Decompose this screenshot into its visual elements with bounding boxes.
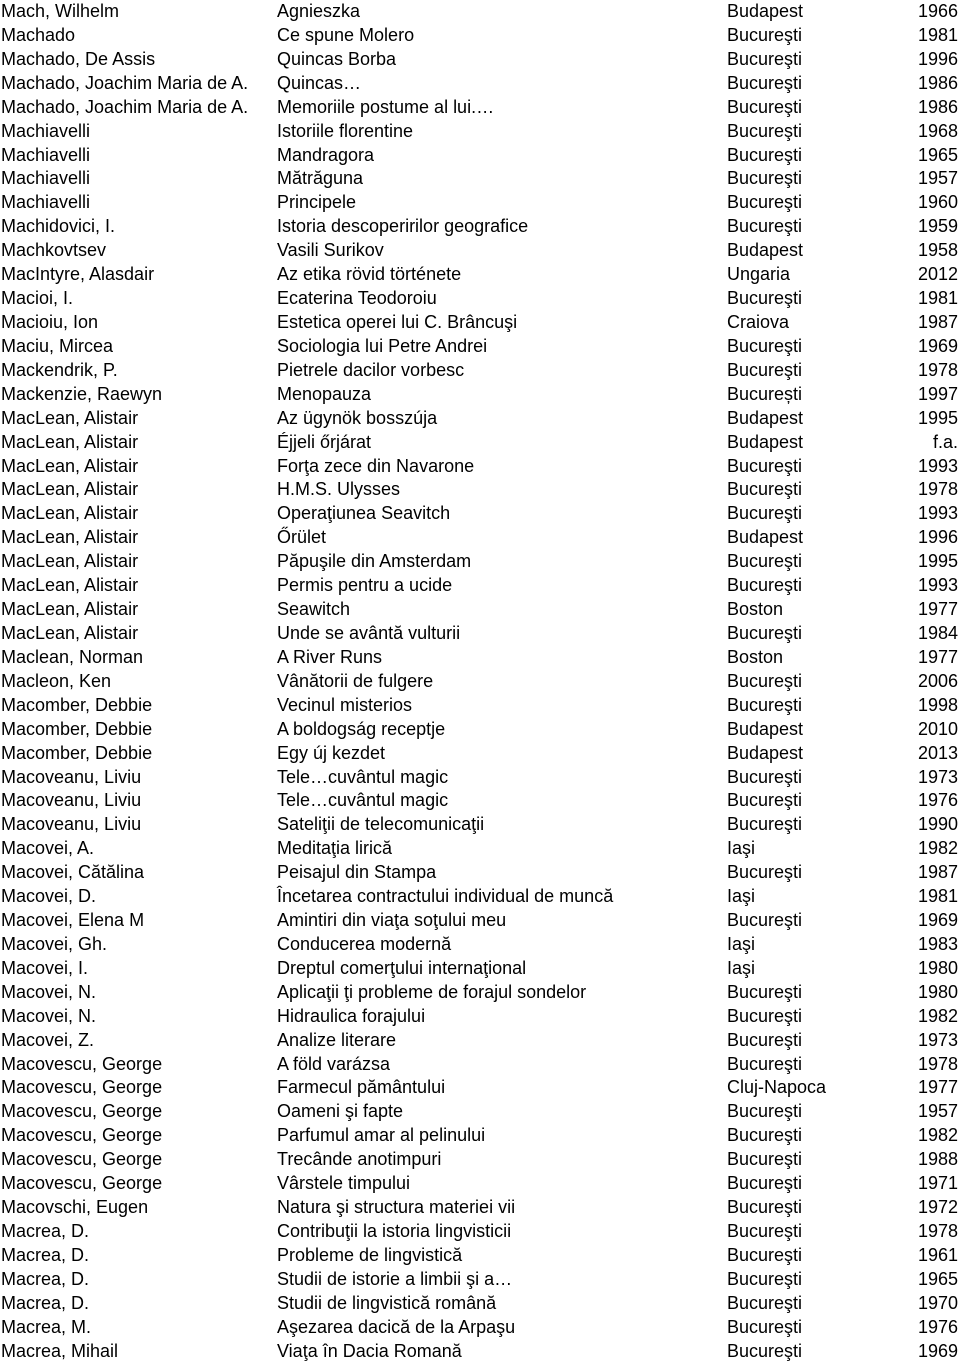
year-cell: 2010 — [917, 718, 958, 739]
author-cell: Macovescu, George — [1, 1077, 163, 1098]
title-cell: Az etika rövid története — [277, 264, 462, 285]
author-cell: Macovescu, George — [1, 1149, 163, 1170]
title-cell: Az ügynök bosszúja — [277, 407, 438, 428]
author-cell: Macovei, I. — [1, 957, 89, 978]
city-cell: Bucureşti — [727, 694, 803, 715]
author-cell: Machado, Joachim Maria de A. — [1, 72, 249, 93]
title-cell: Operaţiunea Seavitch — [277, 503, 451, 524]
author-cell: Macrea, M. — [1, 1316, 92, 1337]
city-cell: Iaşi — [727, 886, 756, 907]
year-cell: 1966 — [917, 1, 958, 21]
author-cell: MacLean, Alistair — [1, 431, 139, 452]
year-cell: 1965 — [917, 1268, 958, 1289]
year-cell: 2013 — [917, 742, 958, 763]
author-cell: Machiavelli — [1, 168, 91, 189]
year-cell: 1990 — [917, 814, 958, 835]
year-cell: 1959 — [917, 216, 958, 237]
city-cell: Bucureşti — [727, 622, 803, 643]
title-cell: Farmecul pământului — [277, 1077, 446, 1098]
year-cell: 1996 — [917, 48, 958, 69]
author-cell: Machiavelli — [1, 144, 91, 165]
author-cell: MacLean, Alistair — [1, 407, 139, 428]
title-cell: Natura şi structura materiei vii — [277, 1197, 516, 1218]
title-cell: Vecinul misterios — [277, 694, 413, 715]
city-cell: Craiova — [727, 311, 790, 332]
city-cell: Bucureşti — [727, 1316, 803, 1337]
city-cell: Bucureşti — [727, 670, 803, 691]
catalog-row — [0, 1053, 960, 1077]
city-cell: Budapest — [727, 1, 804, 21]
city-cell: Bucureşti — [727, 455, 803, 476]
author-cell: MacLean, Alistair — [1, 479, 139, 500]
catalog-row — [0, 144, 960, 168]
city-cell: Bucureşti — [727, 862, 803, 883]
city-cell: Bucureşti — [727, 1101, 803, 1122]
title-cell: Mătrăguna — [277, 168, 364, 189]
catalog-row — [0, 1316, 960, 1340]
author-cell: Macleon, Ken — [1, 670, 112, 691]
catalog-row — [0, 359, 960, 383]
catalog-row — [0, 311, 960, 335]
title-cell: Analize literare — [277, 1029, 397, 1050]
author-cell: MacLean, Alistair — [1, 455, 139, 476]
year-cell: 1973 — [917, 766, 958, 787]
year-cell: 2012 — [917, 264, 958, 285]
author-cell: Macovei, N. — [1, 1005, 97, 1026]
city-cell: Budapest — [727, 240, 804, 261]
catalog-row — [0, 167, 960, 191]
author-cell: Macomber, Debbie — [1, 742, 153, 763]
catalog-row — [0, 766, 960, 790]
city-cell: Bucureşti — [727, 96, 803, 117]
year-cell: 1993 — [917, 575, 958, 596]
author-cell: MacLean, Alistair — [1, 622, 139, 643]
author-cell: Maclean, Norman — [1, 646, 144, 667]
catalog-row — [0, 48, 960, 72]
catalog-row — [0, 1148, 960, 1172]
year-cell: 1969 — [917, 1340, 958, 1361]
author-cell: Macovescu, George — [1, 1053, 163, 1074]
catalog-row — [0, 981, 960, 1005]
catalog-row — [0, 957, 960, 981]
author-cell: MacIntyre, Alasdair — [1, 264, 155, 285]
year-cell: 1977 — [917, 1077, 958, 1098]
title-cell: Istoria descoperirilor geografice — [277, 216, 529, 237]
catalog-row — [0, 813, 960, 837]
catalog-row — [0, 1340, 960, 1364]
year-cell: 1986 — [917, 72, 958, 93]
title-cell: Meditaţia lirică — [277, 838, 393, 859]
title-cell: A boldogság receptje — [277, 718, 446, 739]
city-cell: Bucureşti — [727, 72, 803, 93]
author-cell: Macovescu, George — [1, 1125, 163, 1146]
year-cell: 1982 — [917, 1125, 958, 1146]
title-cell: A föld varázsa — [277, 1053, 391, 1074]
year-cell: 1978 — [917, 359, 958, 380]
catalog-row — [0, 1005, 960, 1029]
title-cell: Principele — [277, 192, 357, 213]
title-cell: Studii de istorie a limbii şi a… — [277, 1268, 513, 1289]
author-cell: Mach, Wilhelm — [1, 1, 120, 21]
catalog-row — [0, 1268, 960, 1292]
city-cell: Bucureşti — [727, 1149, 803, 1170]
author-cell: MacLean, Alistair — [1, 527, 139, 548]
title-cell: Tele…cuvântul magic — [277, 790, 449, 811]
catalog-row — [0, 239, 960, 263]
catalog-row — [0, 1124, 960, 1148]
author-cell: Macoveanu, Liviu — [1, 790, 142, 811]
city-cell: Bucureşti — [727, 216, 803, 237]
catalog-row — [0, 909, 960, 933]
city-cell: Bucureşti — [727, 192, 803, 213]
city-cell: Bucureşti — [727, 910, 803, 931]
year-cell: 1957 — [917, 1101, 958, 1122]
city-cell: Bucureşti — [727, 1125, 803, 1146]
year-cell: 1977 — [917, 646, 958, 667]
author-cell: Macoveanu, Liviu — [1, 814, 142, 835]
year-cell: 1984 — [917, 622, 958, 643]
author-cell: Macovei, Z. — [1, 1029, 95, 1050]
catalog-row — [0, 742, 960, 766]
catalog-row — [0, 670, 960, 694]
title-cell: Aşezarea dacică de la Arpaşu — [277, 1316, 516, 1337]
year-cell: 1969 — [917, 335, 958, 356]
city-cell: Bucureşti — [727, 120, 803, 141]
title-cell: Menopauza — [277, 383, 372, 404]
city-cell: Bucureşti — [727, 1029, 803, 1050]
title-cell: Estetica operei lui C. Brâncuşi — [277, 311, 518, 332]
catalog-row — [0, 383, 960, 407]
year-cell: 1982 — [917, 1005, 958, 1026]
city-cell: Boston — [727, 599, 784, 620]
title-cell: Vasili Surikov — [277, 240, 384, 261]
city-cell: Bucureşti — [727, 981, 803, 1002]
city-cell: Boston — [727, 646, 784, 667]
catalog-row — [0, 861, 960, 885]
title-cell: Quincas Borba — [277, 48, 397, 69]
catalog-row — [0, 215, 960, 239]
catalog-row — [0, 550, 960, 574]
city-cell: Bucureşti — [727, 288, 803, 309]
year-cell: 1972 — [917, 1197, 958, 1218]
city-cell: Bucureşti — [727, 1268, 803, 1289]
year-cell: 1986 — [917, 96, 958, 117]
year-cell: 1982 — [917, 838, 958, 859]
author-cell: Macioi, I. — [1, 288, 74, 309]
title-cell: Tele…cuvântul magic — [277, 766, 449, 787]
catalog-row — [0, 24, 960, 48]
year-cell: 1980 — [917, 957, 958, 978]
year-cell: 1993 — [917, 503, 958, 524]
city-cell: Budapest — [727, 742, 804, 763]
city-cell: București — [727, 383, 803, 404]
title-cell: Ce spune Molero — [277, 24, 415, 45]
author-cell: Macomber, Debbie — [1, 718, 153, 739]
city-cell: Bucureşti — [727, 1173, 803, 1194]
author-cell: Machiavelli — [1, 120, 91, 141]
year-cell: 1993 — [917, 455, 958, 476]
year-cell: 2006 — [917, 670, 958, 691]
city-cell: Iaşi — [727, 838, 756, 859]
title-cell: Amintiri din viaţa soţului meu — [277, 910, 507, 931]
author-cell: Mackendrik, P. — [1, 359, 118, 380]
title-cell: Őrület — [277, 527, 327, 548]
city-cell: Bucureşti — [727, 1221, 803, 1242]
title-cell: Ecaterina Teodoroiu — [277, 288, 437, 309]
catalog-row — [0, 455, 960, 479]
author-cell: Macrea, D. — [1, 1268, 90, 1289]
year-cell: 1996 — [917, 527, 958, 548]
catalog-row — [0, 622, 960, 646]
author-cell: Macovei, Cătălina — [1, 862, 145, 883]
city-cell: Bucureşti — [727, 335, 803, 356]
title-cell: Mandragora — [277, 144, 375, 165]
title-cell: Forţa zece din Navarone — [277, 455, 475, 476]
year-cell: 1995 — [917, 551, 958, 572]
catalog-row — [0, 431, 960, 455]
author-cell: Macovei, Elena M — [1, 910, 145, 931]
city-cell: Bucureşti — [727, 1197, 803, 1218]
year-cell: 1978 — [917, 1221, 958, 1242]
year-cell: 1969 — [917, 910, 958, 931]
title-cell: Vârstele timpului — [277, 1173, 411, 1194]
catalog-row — [0, 335, 960, 359]
author-cell: Macrea, D. — [1, 1292, 90, 1313]
catalog-row — [0, 646, 960, 670]
city-cell: Ungaria — [727, 264, 791, 285]
title-cell: Viaţa în Dacia Romană — [277, 1340, 462, 1361]
year-cell: 1987 — [917, 862, 958, 883]
year-cell: 1983 — [917, 933, 958, 954]
year-cell: 1978 — [917, 1053, 958, 1074]
year-cell: 1981 — [917, 886, 958, 907]
city-cell: Bucureşti — [727, 168, 803, 189]
city-cell: Bucureşti — [727, 575, 803, 596]
title-cell: Probleme de lingvistică — [277, 1244, 463, 1265]
catalog-row — [0, 574, 960, 598]
author-cell: Macovescu, George — [1, 1173, 163, 1194]
author-cell: Macovei, A. — [1, 838, 95, 859]
author-cell: Machado, Joachim Maria de A. — [1, 96, 249, 117]
title-cell: Sateliţii de telecomunicaţii — [277, 814, 485, 835]
catalog-row — [0, 287, 960, 311]
author-cell: MacLean, Alistair — [1, 599, 139, 620]
city-cell: Bucureşti — [727, 766, 803, 787]
title-cell: Studii de lingvistică română — [277, 1292, 497, 1313]
year-cell: 1965 — [917, 144, 958, 165]
author-cell: MacLean, Alistair — [1, 575, 139, 596]
city-cell: Budapest — [727, 718, 804, 739]
city-cell: Bucureşti — [727, 24, 803, 45]
title-cell: Seawitch — [277, 599, 351, 620]
year-cell: 1977 — [917, 599, 958, 620]
year-cell: 1988 — [917, 1149, 958, 1170]
catalog-row — [0, 933, 960, 957]
catalog-row — [0, 191, 960, 215]
author-cell: Macrea, D. — [1, 1221, 90, 1242]
author-cell: Macovei, D. — [1, 886, 97, 907]
title-cell: Peisajul din Stampa — [277, 862, 437, 883]
city-cell: Budapest — [727, 431, 804, 452]
city-cell: Bucureşti — [727, 503, 803, 524]
catalog-row — [0, 120, 960, 144]
city-cell: Bucureşti — [727, 1292, 803, 1313]
year-cell: 1968 — [917, 120, 958, 141]
city-cell: Iaşi — [727, 933, 756, 954]
city-cell: Bucureşti — [727, 551, 803, 572]
author-cell: MacLean, Alistair — [1, 503, 139, 524]
title-cell: Éjjeli őrjárat — [277, 431, 372, 452]
city-cell: Bucureşti — [727, 1053, 803, 1074]
author-cell: Macrea, Mihail — [1, 1340, 119, 1361]
author-cell: Machiavelli — [1, 192, 91, 213]
catalog-row — [0, 837, 960, 861]
author-cell: Macovei, N. — [1, 981, 97, 1002]
catalog-row — [0, 789, 960, 813]
year-cell: 1995 — [917, 407, 958, 428]
author-cell: Macovei, Gh. — [1, 933, 108, 954]
catalog-row — [0, 718, 960, 742]
author-cell: Macioiu, Ion — [1, 311, 99, 332]
author-cell: Macovschi, Eugen — [1, 1197, 149, 1218]
year-cell: 1970 — [917, 1292, 958, 1313]
title-cell: Contribuţii la istoria lingvisticii — [277, 1221, 512, 1242]
year-cell: 1971 — [917, 1173, 958, 1194]
catalog-row — [0, 526, 960, 550]
title-cell: Egy új kezdet — [277, 742, 386, 763]
author-cell: Machado — [1, 24, 76, 45]
year-cell: 1987 — [917, 311, 958, 332]
author-cell: Macrea, D. — [1, 1244, 90, 1265]
city-cell: Bucureşti — [727, 48, 803, 69]
catalog-row — [0, 96, 960, 120]
title-cell: A River Runs — [277, 646, 383, 667]
author-cell: Macovescu, George — [1, 1101, 163, 1122]
catalog-row — [0, 407, 960, 431]
year-cell: 1976 — [917, 1316, 958, 1337]
title-cell: Trecânde anotimpuri — [277, 1149, 442, 1170]
year-cell: 1998 — [917, 694, 958, 715]
catalog-row — [0, 598, 960, 622]
title-cell: Agnieszka — [277, 1, 361, 21]
title-cell: Hidraulica forajului — [277, 1005, 426, 1026]
year-cell: 1957 — [917, 168, 958, 189]
city-cell: Bucureşti — [727, 1340, 803, 1361]
catalog-row — [0, 1220, 960, 1244]
author-cell: Machado, De Assis — [1, 48, 156, 69]
author-cell: Machidovici, I. — [1, 216, 116, 237]
catalog-row — [0, 1292, 960, 1316]
title-cell: H.M.S. Ulysses — [277, 479, 401, 500]
catalog-row — [0, 1076, 960, 1100]
city-cell: Bucureşti — [727, 144, 803, 165]
year-cell: 1976 — [917, 790, 958, 811]
title-cell: Sociologia lui Petre Andrei — [277, 335, 488, 356]
title-cell: Quincas… — [277, 72, 362, 93]
author-cell: Machkovtsev — [1, 240, 107, 261]
title-cell: Unde se avântă vulturii — [277, 622, 461, 643]
title-cell: Dreptul comerţului internaţional — [277, 957, 527, 978]
year-cell: 1981 — [917, 24, 958, 45]
catalog-row — [0, 1172, 960, 1196]
title-cell: Încetarea contractului individual de muncă — [277, 886, 614, 907]
year-cell: 1958 — [917, 240, 958, 261]
title-cell: Conducerea modernă — [277, 933, 452, 954]
year-cell: 1980 — [917, 981, 958, 1002]
catalog-row — [0, 0, 960, 24]
year-cell: 1961 — [917, 1244, 958, 1265]
year-cell: 1973 — [917, 1029, 958, 1050]
catalog-row — [0, 502, 960, 526]
year-cell: 1960 — [917, 192, 958, 213]
catalog-row — [0, 1029, 960, 1053]
title-cell: Păpuşile din Amsterdam — [277, 551, 472, 572]
city-cell: Bucureşti — [727, 1005, 803, 1026]
author-cell: Macomber, Debbie — [1, 694, 153, 715]
city-cell: Cluj-Napoca — [727, 1077, 827, 1098]
catalog-row — [0, 694, 960, 718]
catalog-row — [0, 885, 960, 909]
title-cell: Istoriile florentine — [277, 120, 414, 141]
title-cell: Vânătorii de fulgere — [277, 670, 434, 691]
catalog-row — [0, 263, 960, 287]
year-cell: 1981 — [917, 288, 958, 309]
year-cell: f.a. — [932, 431, 958, 452]
city-cell: Bucureşti — [727, 479, 803, 500]
year-cell: 1997 — [917, 383, 958, 404]
city-cell: Bucureşti — [727, 790, 803, 811]
author-cell: Mackenzie, Raewyn — [1, 383, 163, 404]
author-cell: MacLean, Alistair — [1, 551, 139, 572]
title-cell: Memoriile postume al lui.… — [277, 96, 495, 117]
city-cell: Bucureşti — [727, 359, 803, 380]
title-cell: Pietrele dacilor vorbesc — [277, 359, 465, 380]
catalog-row — [0, 478, 960, 502]
title-cell: Aplicaţii ţi probleme de forajul sondelor — [277, 981, 587, 1002]
catalog-row — [0, 72, 960, 96]
city-cell: Budapest — [727, 527, 804, 548]
city-cell: Bucureşti — [727, 1244, 803, 1265]
city-cell: Budapest — [727, 407, 804, 428]
title-cell: Oameni şi fapte — [277, 1101, 404, 1122]
city-cell: Bucureşti — [727, 814, 803, 835]
year-cell: 1978 — [917, 479, 958, 500]
author-cell: Macoveanu, Liviu — [1, 766, 142, 787]
title-cell: Permis pentru a ucide — [277, 575, 453, 596]
catalog-row — [0, 1100, 960, 1124]
catalog-row — [0, 1244, 960, 1268]
title-cell: Parfumul amar al pelinului — [277, 1125, 486, 1146]
catalog-row — [0, 1196, 960, 1220]
author-cell: Maciu, Mircea — [1, 335, 114, 356]
city-cell: Iaşi — [727, 957, 756, 978]
